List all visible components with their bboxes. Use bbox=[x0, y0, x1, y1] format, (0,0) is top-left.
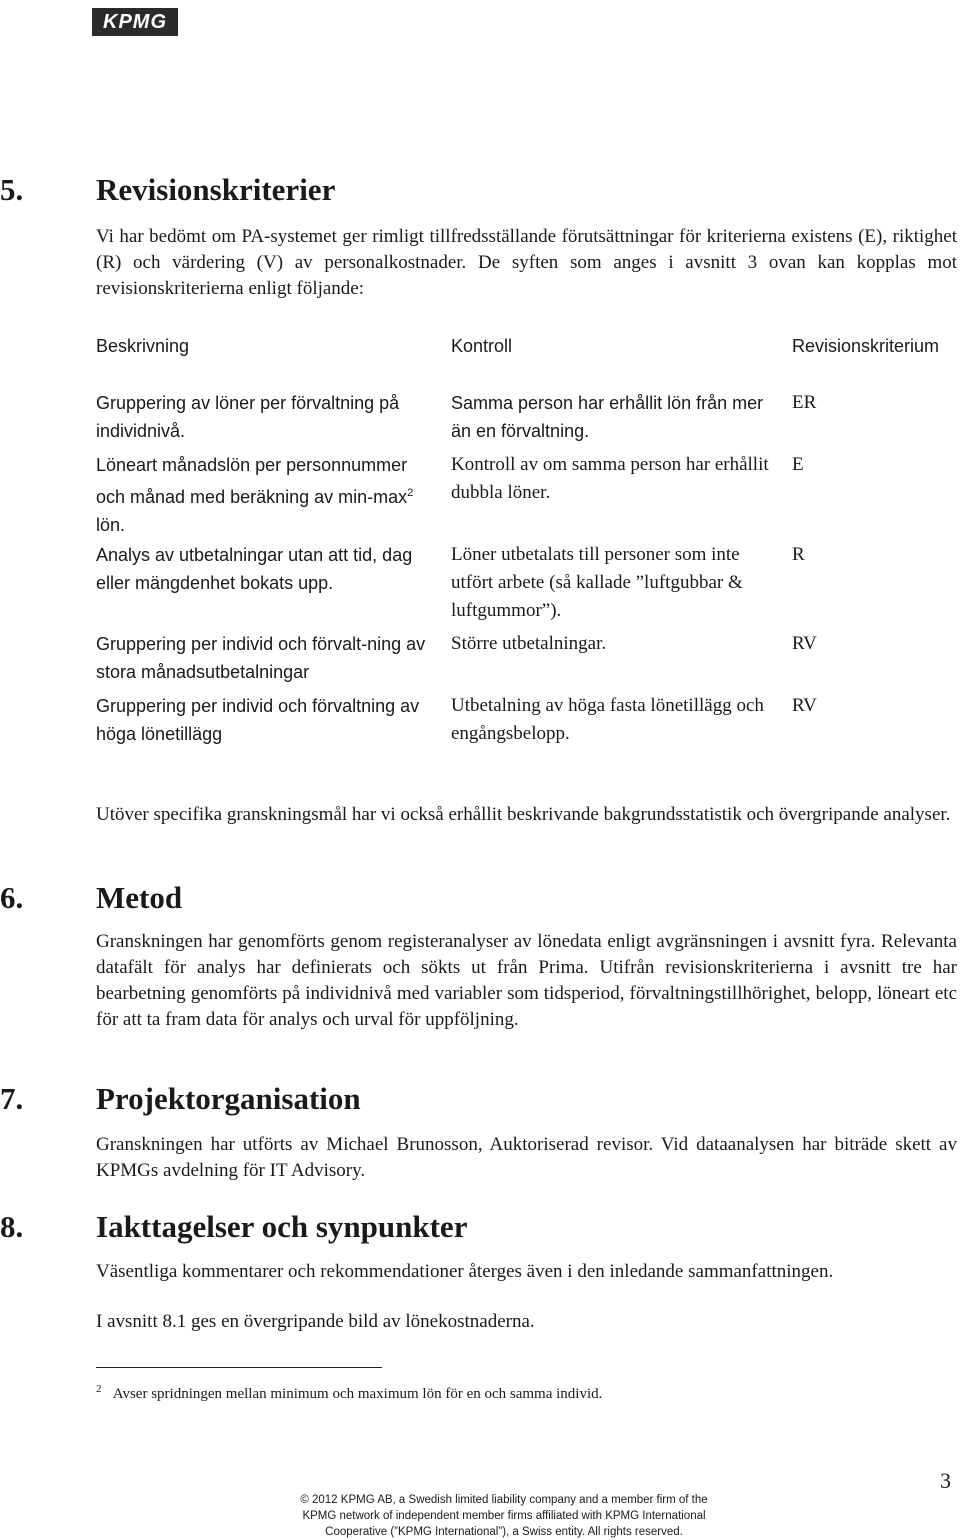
table-row-5-control: Utbetalning av höga fasta lönetillägg och engångsbelopp. bbox=[451, 695, 764, 744]
footnote bbox=[96, 1379, 602, 1404]
copyright-footer: © 2012 KPMG AB, a Swedish limited liability company and a member firm of the KPMG network of independent member firms affiliated with KPMG International Cooperative (”KPMG International”), a Swiss entity. All rights reserved. bbox=[300, 1494, 708, 1538]
section-7-body: Granskningen har utförts av Michael Brunosson, Auktoriserad revisor. Vid dataanalysen har biträde skett av KPMGs avdelning för IT Advisory. bbox=[96, 1134, 957, 1181]
footnote-text: Avser spridningen mellan minimum och maximum lön för en och samma individ. bbox=[112, 1386, 603, 1402]
table-row-1-description: Gruppering av löner per förvaltning på individnivå. bbox=[96, 393, 400, 441]
table-row-4-control: Större utbetalningar. bbox=[451, 633, 607, 654]
table-row-3-description: Analys av utbetalningar utan att tid, dag eller mängdenhet bokats upp. bbox=[96, 545, 413, 593]
section-title: Iakttagelser och synpunkter bbox=[96, 1209, 468, 1244]
footnote-number: 2 bbox=[96, 1383, 102, 1395]
section-5-closing: Utöver specifika granskningsmål har vi också erhållit beskrivande bakgrundsstatistik och övergripande analyser. bbox=[96, 804, 951, 825]
table-row-5-description: Gruppering per individ och förvaltning av höga lönetillägg bbox=[96, 696, 420, 744]
table-row-2-description: Löneart månadslön per personnummer och månad med beräkning av $\min-\max^2$ lön. bbox=[96, 455, 414, 535]
section-5-intro: Vi har bedömt om PA-systemet ger rimligt tillfredsställande förutsättningar för kriterierna existens (E), riktighet (R) och värdering (V) av personalkostnader. De syften som anges i avsnitt 3 ovan kan kopplas mot revisionskriterierna enligt följande: bbox=[96, 226, 957, 299]
section-title: Revisionskriterier bbox=[96, 172, 336, 207]
footnote-marker: 2 bbox=[407, 487, 414, 499]
table-row-4-criterion: RV bbox=[792, 633, 817, 654]
section-title: Metod bbox=[96, 880, 183, 915]
table-header-criterion: Revisionskriterium bbox=[792, 336, 940, 356]
table-row-4-description: Gruppering per individ och förvalt-ning av stora månadsutbetalningar bbox=[96, 634, 426, 682]
table-row-2-control: Kontroll av om samma person har erhållit dubbla löner. bbox=[451, 454, 769, 503]
section-8-body-2: I avsnitt 8.1 ges en övergripande bild av lönekostnaderna. bbox=[96, 1311, 535, 1332]
table-row-2-criterion: E bbox=[792, 454, 804, 475]
section-number: 6. bbox=[0, 880, 24, 915]
table-row-5-criterion: RV bbox=[792, 695, 817, 716]
section-title: Projektorganisation bbox=[96, 1081, 361, 1116]
table-header-control: Kontroll bbox=[451, 336, 513, 356]
table-row-1-control: Samma person har erhållit lön från mer än en förvaltning. bbox=[451, 393, 764, 441]
section-number: 7. bbox=[0, 1081, 24, 1116]
footnote-divider bbox=[96, 1367, 382, 1368]
section-8-body-1: Väsentliga kommentarer och rekommendationer återges även i den inledande sammanfattningen. bbox=[96, 1261, 834, 1282]
section-6-body: Granskningen har genomförts genom registeranalyser av lönedata enligt avgränsningen i avsnitt fyra. Relevanta datafält för analys har definierats och sökts ut från Prima. Utifrån revisionskriterierna i avsnitt tre har bearbetning genomförts på individnivå med variabler som tidsperiod, förvaltningstillhörighet, belopp, löneart etc för att ta fram data för analys och urval för uppföljning. bbox=[96, 931, 957, 1030]
page-number: 3 bbox=[940, 1468, 951, 1493]
section-number: 5. bbox=[0, 172, 24, 207]
table-row-1-criterion: ER bbox=[792, 392, 817, 413]
kpmg-logo: KPMG bbox=[92, 8, 178, 36]
table-header-description: Beskrivning bbox=[96, 336, 190, 356]
table-row-3-control: Löner utbetalats till personer som inte utfört arbete (så kallade ”luftgubbar & luftgummor”). bbox=[451, 544, 743, 621]
table-row-3-criterion: R bbox=[792, 544, 805, 565]
section-number: 8. bbox=[0, 1209, 24, 1244]
